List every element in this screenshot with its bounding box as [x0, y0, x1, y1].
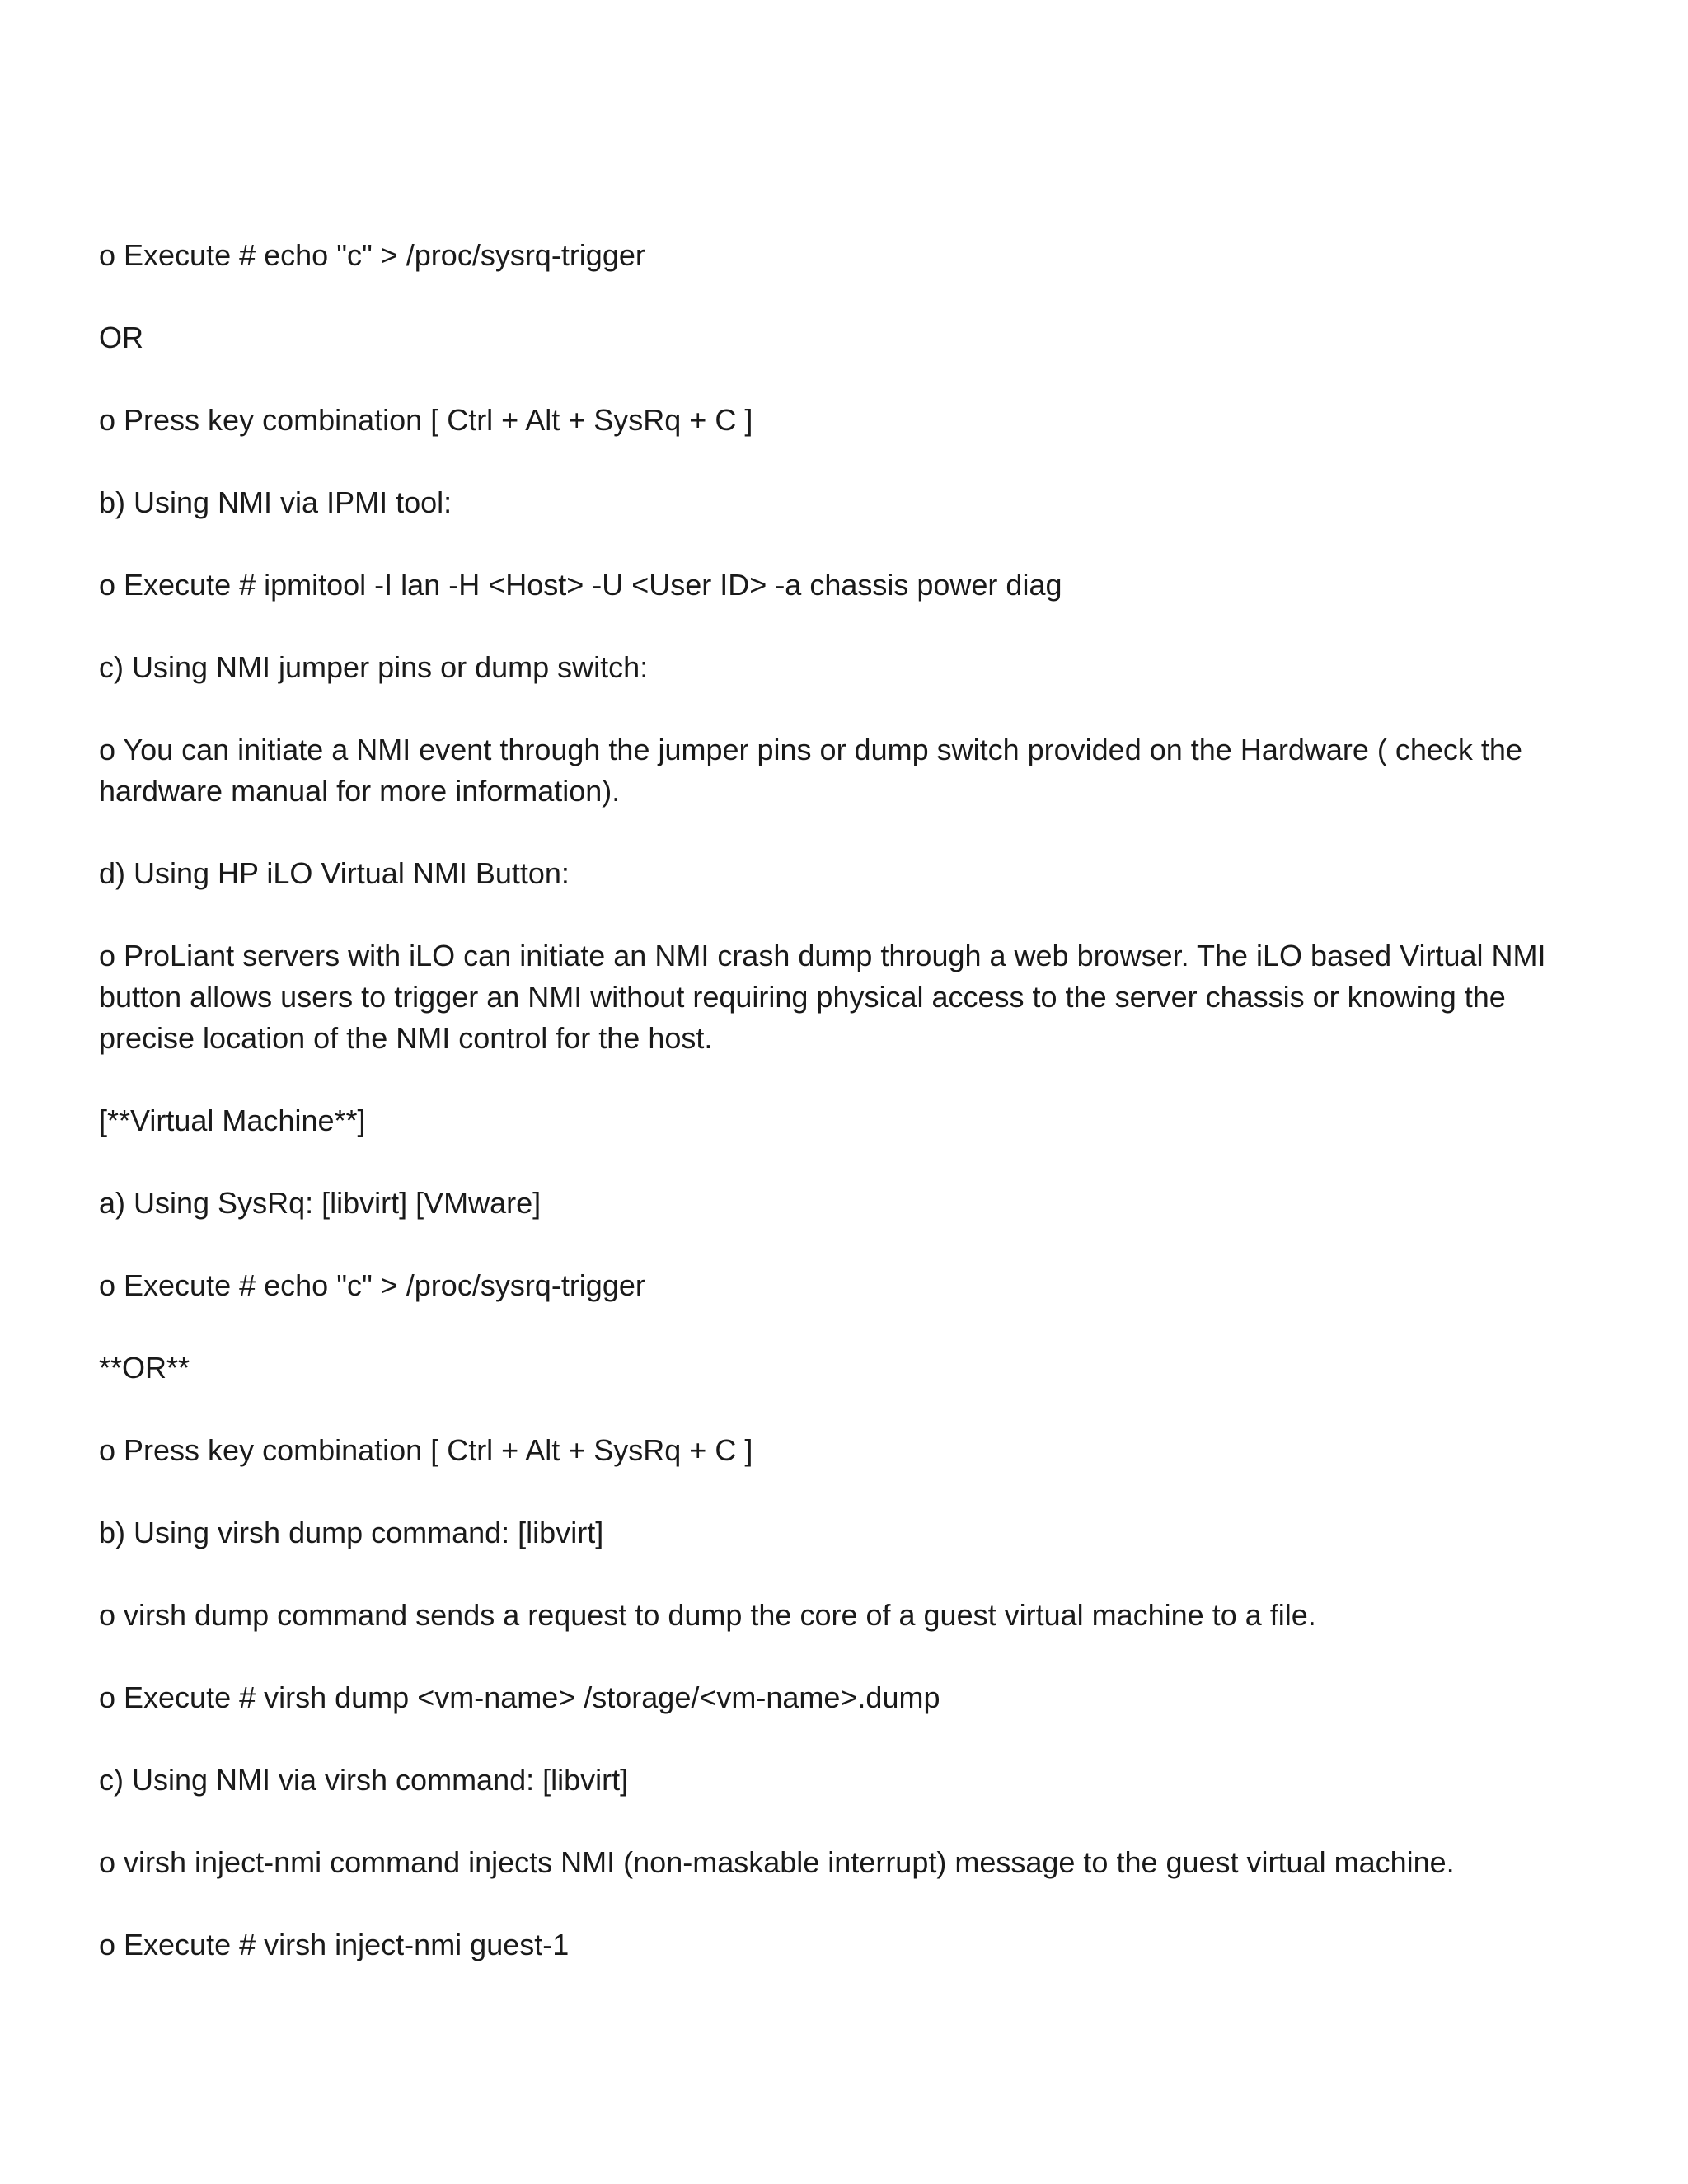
heading-jumper-pins: c) Using NMI jumper pins or dump switch:	[99, 650, 649, 684]
document-body	[99, 235, 1607, 2007]
step-virsh-dump-exec: o Execute # virsh dump <vm-name> /storage/<vm-name>.dump	[99, 1680, 940, 1714]
section-virtual-machine: [**Virtual Machine**]	[99, 1104, 366, 1137]
or-separator: OR	[99, 321, 143, 354]
step-sysrq-keys: o Press key combination [ Ctrl + Alt + SysRq + C ]	[99, 403, 753, 437]
or-separator-bold: **OR**	[99, 1351, 190, 1385]
heading-vm-sysrq: a) Using SysRq: [libvirt] [VMware]	[99, 1186, 542, 1220]
step-virsh-nmi-exec: o Execute # virsh inject-nmi guest-1	[99, 1928, 570, 1961]
step-jumper-pins: o You can initiate a NMI event through the jumper pins or dump switch provided on the Hardware ( check the hardware manual for more information).	[99, 733, 1522, 808]
step-ipmitool: o Execute # ipmitool -I lan -H <Host> -U <User ID> -a chassis power diag	[99, 568, 1062, 602]
step-vm-sysrq-echo: o Execute # echo "c" > /proc/sysrq-trigger	[99, 1268, 645, 1302]
heading-virsh-dump: b) Using virsh dump command: [libvirt]	[99, 1516, 604, 1549]
step-vm-sysrq-keys: o Press key combination [ Ctrl + Alt + SysRq + C ]	[99, 1433, 753, 1467]
heading-ipmi-tool: b) Using NMI via IPMI tool:	[99, 485, 452, 519]
step-virsh-dump-desc: o virsh dump command sends a request to dump the core of a guest virtual machine to a file.	[99, 1598, 1316, 1632]
step-sysrq-echo: o Execute # echo "c" > /proc/sysrq-trigger	[99, 238, 645, 272]
step-ilo-nmi: o ProLiant servers with iLO can initiate an NMI crash dump through a web browser. The iLO based Virtual NMI button allows users to trigger an NMI without requiring physical access to the server chassis or knowing the precise location of the NMI control for the host.	[99, 939, 1546, 1055]
step-virsh-nmi-desc: o virsh inject-nmi command injects NMI (non-maskable interrupt) message to the guest virtual machine.	[99, 1845, 1455, 1879]
heading-ilo-nmi: d) Using HP iLO Virtual NMI Button:	[99, 856, 570, 890]
heading-virsh-nmi: c) Using NMI via virsh command: [libvirt]	[99, 1763, 629, 1797]
